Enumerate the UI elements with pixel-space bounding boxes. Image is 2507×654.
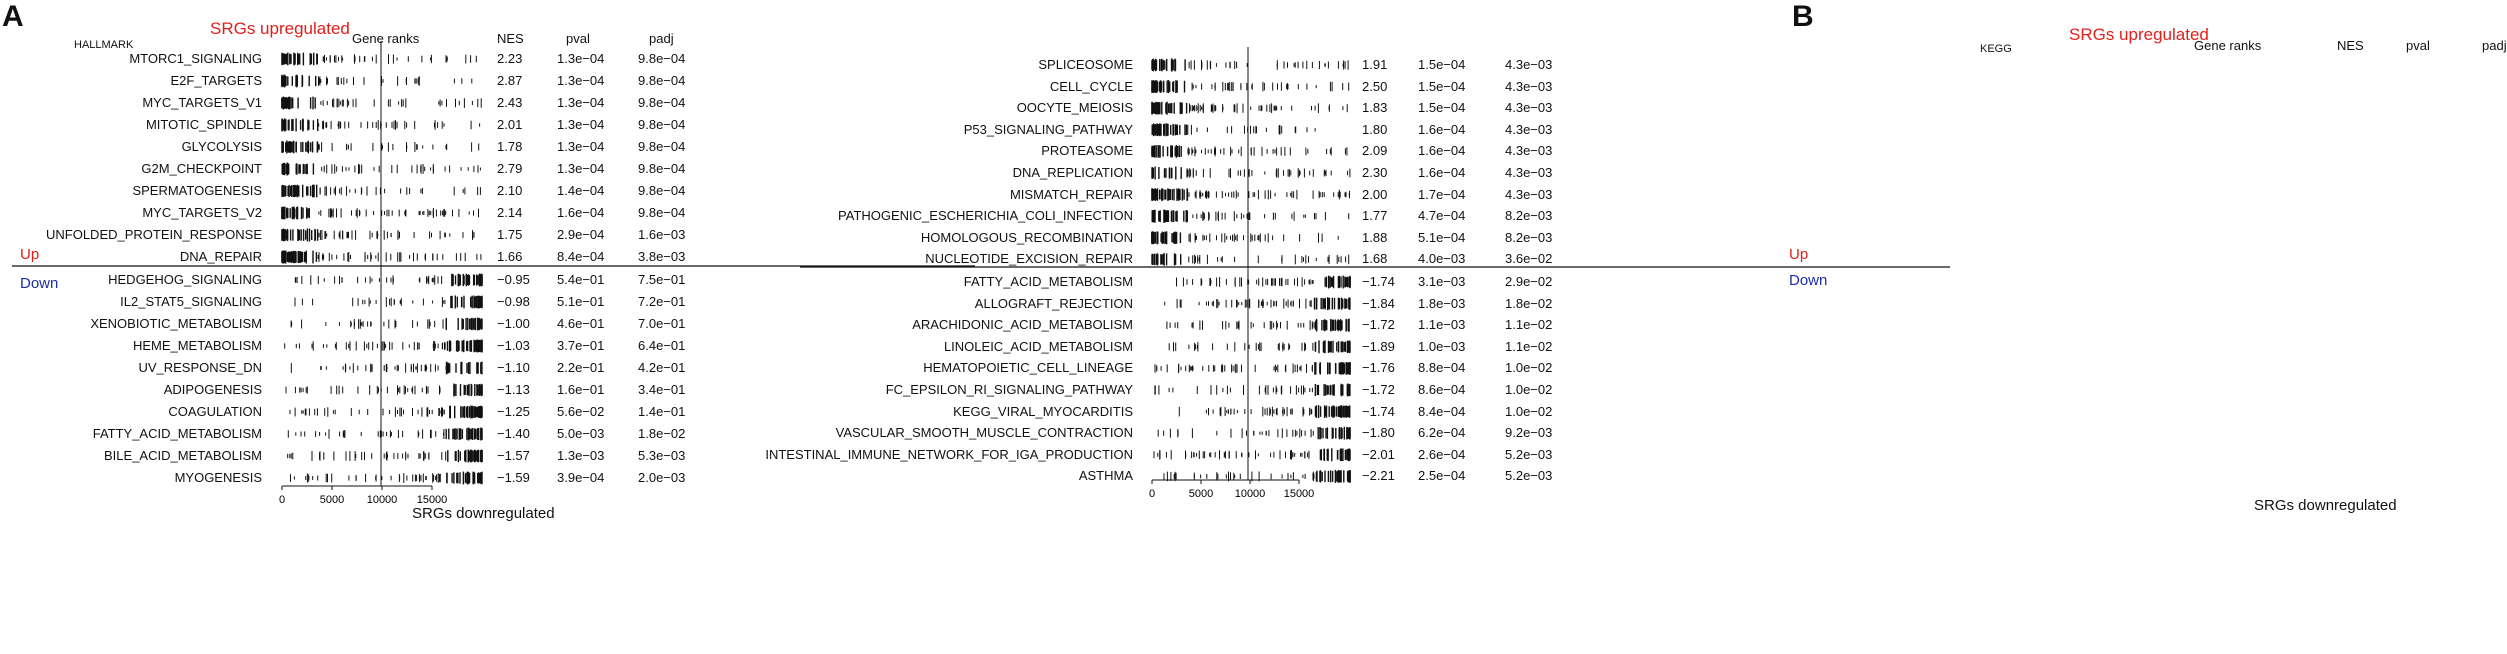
barcode-ticks [288,428,482,441]
padj-value: 1.0e−02 [1505,382,1553,397]
barcode-ticks [1167,319,1349,332]
pval-value: 8.4e−04 [557,249,605,264]
x-tick-label: 5000 [319,494,345,506]
pathway-name: VASCULAR_SMOOTH_MUSCLE_CONTRACTION [835,425,1133,441]
x-tick-label: 10000 [1234,488,1266,500]
pval-value: 4.7e−04 [1418,208,1466,224]
padj-value: 1.8e−02 [638,426,686,441]
pathway-name: ALLOGRAFT_REJECTION [974,295,1133,311]
nes-value: 1.77 [1362,208,1388,224]
pval-value: 2.5e−04 [1418,468,1466,484]
nes-value: −0.98 [497,294,530,309]
pval-value: 1.3e−04 [557,95,605,110]
barcode-ticks [1165,297,1350,310]
pval-value: 5.6e−02 [557,404,605,419]
pval-value: 4.6e−01 [557,316,605,331]
nes-value: 1.75 [497,227,523,242]
padj-value: 5.2e−03 [1505,468,1553,484]
barcode-ticks [282,75,472,88]
x-tick-label: 15000 [1283,488,1315,500]
padj-value: 2.0e−03 [638,470,686,485]
barcode-ticks [1152,102,1347,115]
nes-value: 2.14 [497,205,523,220]
nes-value: −2.01 [1362,446,1395,462]
nes-value: 2.01 [497,117,523,132]
pval-value: 8.8e−04 [1418,360,1466,376]
pathway-name: KEGG_VIRAL_MYOCARDITIS [953,403,1133,419]
col-pval: pval [2406,38,2430,53]
nes-value: 2.50 [1362,78,1388,94]
barcode-ticks [1152,167,1350,180]
pval-value: 1.3e−04 [557,161,605,176]
pathway-name: COAGULATION [168,404,262,419]
pathway-name: PATHOGENIC_ESCHERICHIA_COLI_INFECTION [838,208,1133,224]
padj-value: 9.2e−03 [1505,425,1553,441]
pathway-name: MITOTIC_SPINDLE [145,117,262,132]
pathway-name: HOMOLOGOUS_RECOMBINATION [920,229,1133,245]
collection-label: KEGG [1980,43,2012,55]
nes-value: 1.83 [1362,100,1388,116]
pathway-name: FATTY_ACID_METABOLISM [963,274,1133,289]
pathway-name: DNA_REPAIR [179,249,262,264]
pathway-name: SPERMATOGENESIS [132,183,262,198]
x-tick-label: 5000 [1188,488,1214,500]
barcode-ticks [288,450,482,463]
pathway-name: MISMATCH_REPAIR [1009,186,1133,202]
title-down: SRGs downregulated [412,505,555,522]
pathway-name: DNA_REPLICATION [1012,165,1133,180]
pathway-name: LINOLEIC_ACID_METABOLISM [943,338,1133,354]
barcode-ticks [290,406,482,419]
padj-value: 8.2e−03 [1505,229,1553,245]
padj-value: 4.3e−03 [1505,186,1553,202]
pval-value: 5.4e−01 [557,272,605,287]
col-nes: NES [497,31,524,46]
title-down: SRGs downregulated [2254,497,2397,514]
nes-value: −1.74 [1362,403,1395,419]
padj-value: 3.8e−03 [638,249,686,264]
collection-label: HALLMARK [74,39,134,51]
padj-value: 9.8e−04 [638,139,686,154]
barcode-ticks [1164,470,1350,483]
barcode-ticks [1155,362,1350,375]
nes-value: −1.80 [1362,425,1395,441]
barcode-ticks [1152,210,1349,223]
padj-value: 9.8e−04 [638,205,686,220]
nes-value: 2.10 [497,183,523,198]
x-tick-label: 0 [1148,488,1156,500]
pathway-name: UNFOLDED_PROTEIN_RESPONSE [46,227,262,242]
padj-value: 9.8e−04 [638,51,686,66]
nes-value: −1.84 [1362,295,1395,311]
nes-value: −1.72 [1362,382,1395,397]
padj-value: 1.8e−02 [1505,295,1553,311]
nes-value: −1.13 [497,382,530,397]
pathway-name: HEDGEHOG_SIGNALING [108,272,262,287]
nes-value: −1.72 [1362,317,1395,333]
title-up: SRGs upregulated [210,19,350,38]
pval-value: 8.4e−04 [1418,403,1466,419]
pathway-name: INTESTINAL_IMMUNE_NETWORK_FOR_IGA_PRODUCTION [765,446,1133,462]
col-pval: pval [566,31,590,46]
pathway-name: MTORC1_SIGNALING [129,51,262,66]
barcode-ticks [286,384,482,397]
pval-value: 1.5e−04 [1418,100,1466,116]
nes-value: 2.43 [497,95,523,110]
nes-value: −1.10 [497,360,530,375]
down-label: Down [1789,272,1828,289]
gsea-plot [0,0,975,654]
nes-value: −2.21 [1362,468,1395,484]
padj-value: 4.2e−01 [638,360,686,375]
pathway-name: G2M_CHECKPOINT [141,161,262,176]
pval-value: 2.2e−01 [557,360,605,375]
pval-value: 2.6e−04 [1418,446,1466,462]
nes-value: −1.40 [497,426,530,441]
pathway-name: FATTY_ACID_METABOLISM [92,426,262,441]
pathway-name: CELL_CYCLE [1049,78,1133,94]
nes-value: −1.03 [497,338,530,353]
barcode-ticks [291,318,482,331]
pathway-name: UV_RESPONSE_DN [138,360,262,375]
nes-value: 2.00 [1362,186,1388,202]
barcode-ticks [282,97,481,110]
pval-value: 5.1e−04 [1418,229,1466,245]
pval-value: 1.4e−04 [557,183,605,198]
nes-value: −1.76 [1362,360,1395,376]
nes-value: 1.68 [1362,251,1388,267]
panel-b-kegg [765,0,2507,654]
padj-value: 4.3e−03 [1505,78,1553,94]
col-nes: NES [2337,38,2364,53]
pval-value: 1.5e−04 [1418,57,1466,72]
padj-value: 1.0e−02 [1505,403,1553,419]
padj-value: 7.0e−01 [638,316,686,331]
pathway-name: P53_SIGNALING_PATHWAY [963,121,1133,137]
nes-value: 2.30 [1362,165,1388,180]
pathway-name: ARACHIDONIC_ACID_METABOLISM [912,317,1133,333]
barcode-ticks [1152,59,1348,72]
pval-value: 1.3e−04 [557,139,605,154]
pathway-name: BILE_ACID_METABOLISM [104,448,262,463]
pval-value: 1.3e−03 [557,448,605,463]
barcode-ticks [282,53,476,66]
padj-value: 4.3e−03 [1505,143,1553,159]
padj-value: 4.3e−03 [1505,121,1553,137]
gsea-plot [975,0,1950,654]
pval-value: 5.1e−01 [557,294,605,309]
padj-value: 9.8e−04 [638,117,686,132]
pval-value: 3.7e−01 [557,338,605,353]
nes-value: 2.87 [497,73,523,88]
pval-value: 1.1e−03 [1418,317,1466,333]
pval-value: 1.5e−04 [1418,78,1466,94]
padj-value: 7.5e−01 [638,272,686,287]
padj-value: 9.8e−04 [638,95,686,110]
nes-value: −1.89 [1362,338,1395,354]
barcode-ticks [1152,145,1347,158]
padj-value: 1.4e−01 [638,404,686,419]
pathway-name: FC_EPSILON_RI_SIGNALING_PATHWAY [885,382,1133,397]
padj-value: 3.4e−01 [638,382,686,397]
barcode-ticks [285,340,482,353]
barcode-ticks [282,207,479,220]
barcode-ticks [1152,231,1338,244]
pathway-name: HEMATOPOIETIC_CELL_LINEAGE [923,360,1133,376]
barcode-ticks [1179,405,1349,418]
barcode-ticks [1155,384,1350,397]
pval-value: 5.0e−03 [557,426,605,441]
up-label: Up [20,246,40,263]
title-up: SRGs upregulated [2069,25,2209,44]
padj-value: 5.3e−03 [638,448,686,463]
barcode-ticks [1169,340,1350,353]
panel-a-hallmark [0,0,975,654]
barcode-ticks [1152,253,1349,266]
nes-value: 1.91 [1362,57,1388,72]
x-tick-label: 0 [278,494,286,506]
pval-value: 1.6e−04 [1418,165,1466,180]
barcode-ticks [1152,188,1350,201]
nes-value: −1.59 [497,470,530,485]
pval-value: 1.8e−03 [1418,295,1466,311]
nes-value: 1.88 [1362,229,1388,245]
panel-letter: B [1792,0,1814,33]
barcode-ticks [1177,276,1351,289]
barcode-ticks [295,274,482,287]
pval-value: 3.9e−04 [557,470,605,485]
padj-value: 1.1e−02 [1505,317,1553,333]
x-tick-label: 15000 [416,494,448,506]
barcode-ticks [295,296,482,309]
pathway-name: PROTEASOME [1041,143,1133,159]
pathway-name: OOCYTE_MEIOSIS [1016,100,1133,116]
pathway-name: MYC_TARGETS_V1 [142,95,262,110]
nes-value: 1.78 [497,139,523,154]
pathway-name: HEME_METABOLISM [132,338,262,353]
pval-value: 1.0e−03 [1418,338,1466,354]
barcode-ticks [1154,448,1350,461]
barcode-ticks [1152,123,1315,136]
pathway-name: ADIPOGENESIS [163,382,262,397]
barcode-ticks [1158,427,1350,440]
pathway-name: NUCLEOTIDE_EXCISION_REPAIR [925,251,1133,267]
padj-value: 2.9e−02 [1505,274,1553,289]
pathway-name: E2F_TARGETS [170,73,262,88]
nes-value: 1.66 [497,249,523,264]
barcode-ticks [291,472,483,485]
nes-value: −1.00 [497,316,530,331]
pathway-name: GLYCOLYSIS [181,139,262,154]
gene-ranks-label: Gene ranks [2194,38,2262,53]
x-tick-label: 10000 [366,494,398,506]
nes-value: 2.23 [497,51,523,66]
nes-value: −1.57 [497,448,530,463]
pval-value: 1.3e−04 [557,73,605,88]
padj-value: 6.4e−01 [638,338,686,353]
panel-letter: A [2,0,24,33]
padj-value: 4.3e−03 [1505,165,1553,180]
pathway-name: MYOGENESIS [174,470,262,485]
padj-value: 8.2e−03 [1505,208,1553,224]
padj-value: 3.6e−02 [1505,251,1553,267]
pathway-name: MYC_TARGETS_V2 [142,205,262,220]
padj-value: 9.8e−04 [638,73,686,88]
down-label: Down [20,275,59,292]
col-padj: padj [649,31,674,46]
gene-ranks-label: Gene ranks [352,31,420,46]
pval-value: 4.0e−03 [1418,251,1466,267]
pval-value: 1.6e−04 [1418,143,1466,159]
padj-value: 1.1e−02 [1505,338,1553,354]
nes-value: 2.09 [1362,143,1388,159]
pval-value: 2.9e−04 [557,227,605,242]
barcode-ticks [291,362,482,375]
padj-value: 7.2e−01 [638,294,686,309]
pval-value: 1.6e−04 [557,205,605,220]
padj-value: 4.3e−03 [1505,57,1553,72]
padj-value: 9.8e−04 [638,183,686,198]
pval-value: 3.1e−03 [1418,274,1466,289]
padj-value: 5.2e−03 [1505,446,1553,462]
padj-value: 4.3e−03 [1505,100,1553,116]
pval-value: 6.2e−04 [1418,425,1466,441]
pval-value: 1.3e−04 [557,117,605,132]
pathway-name: ASTHMA [1078,468,1133,484]
nes-value: −1.25 [497,404,530,419]
nes-value: −1.74 [1362,274,1395,289]
barcode-ticks [1152,80,1349,93]
col-padj: padj [2482,38,2507,53]
padj-value: 9.8e−04 [638,161,686,176]
up-label: Up [1789,246,1809,263]
pval-value: 1.6e−04 [1418,121,1466,137]
pval-value: 1.3e−04 [557,51,605,66]
barcode-ticks [282,229,474,242]
nes-value: 2.79 [497,161,523,176]
padj-value: 1.6e−03 [638,227,686,242]
barcode-ticks [282,141,479,154]
pathway-name: XENOBIOTIC_METABOLISM [90,316,262,331]
pval-value: 1.6e−01 [557,382,605,397]
pval-value: 1.7e−04 [1418,186,1466,202]
pval-value: 8.6e−04 [1418,382,1466,397]
nes-value: 1.80 [1362,121,1388,137]
pathway-name: SPLICEOSOME [1038,57,1133,72]
pathway-name: IL2_STAT5_SIGNALING [120,294,262,309]
nes-value: −0.95 [497,272,530,287]
padj-value: 1.0e−02 [1505,360,1553,376]
